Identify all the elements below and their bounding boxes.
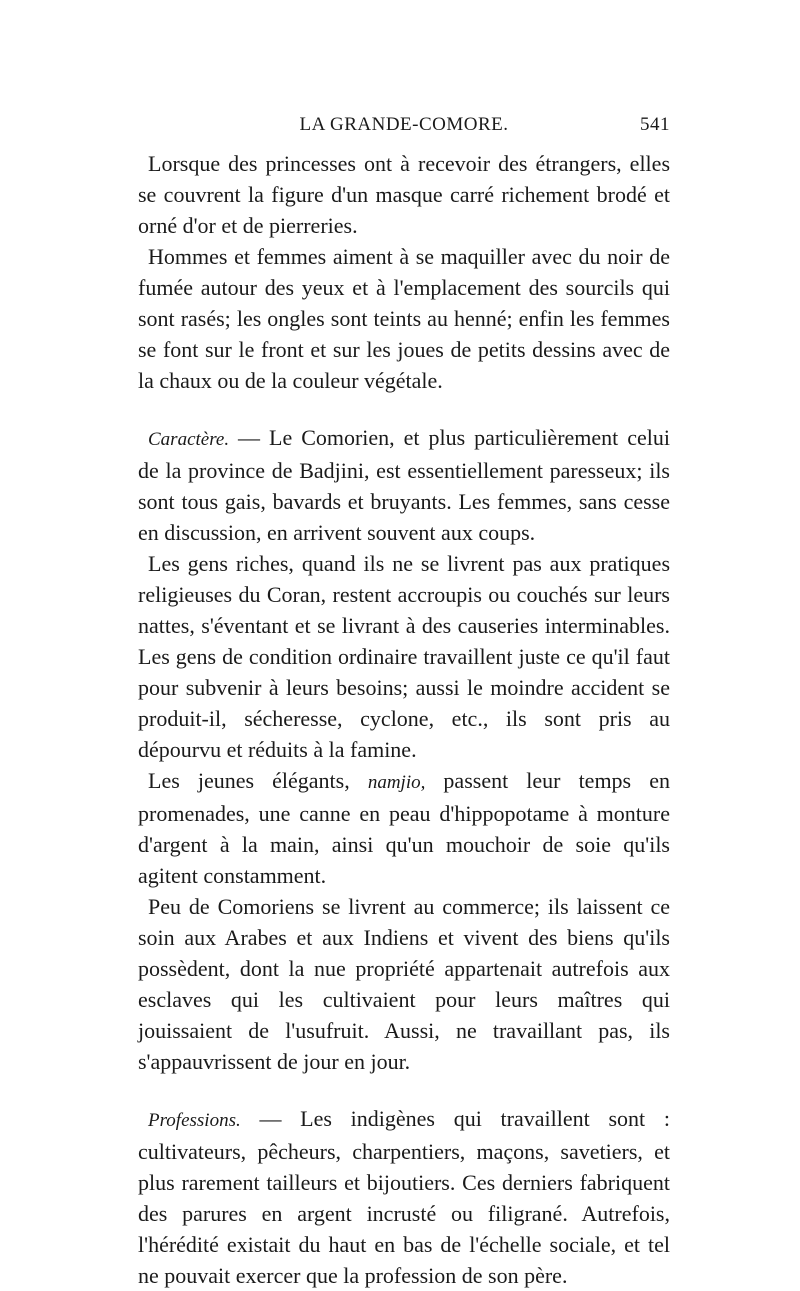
term-namjio: namjio,: [367, 772, 426, 793]
paragraph-lead: Les jeunes élégants,: [148, 768, 368, 793]
paragraph-text: Lorsque des princesses ont à recevoir des étrangers, elles se couvrent la figure d'un masque carré richement brodé et orné d'or et de pierreries.: [138, 151, 670, 238]
paragraph-gens-riches: [138, 548, 670, 765]
section-heading-professions: Professions.: [148, 1110, 241, 1131]
paragraph-jeunes-elegants: [138, 765, 670, 891]
paragraph-professions: [138, 1103, 670, 1291]
paragraph-princesses: [138, 148, 670, 241]
paragraph-text: passent leur temps en promenades, une canne en peau d'hippopotame à monture d'argent à la main, ainsi qu'un mouchoir de soie qu'ils agitent constamment.: [138, 768, 670, 888]
paragraph-text: Hommes et femmes aiment à se maquiller avec du noir de fumée autour des yeux et à l'emplacement des sourcils qui sont rasés; les ongles sont teints au henné; enfin les femmes se font sur le front et sur les joues de petits dessins avec de la chaux ou de la couleur végétale.: [138, 244, 670, 393]
paragraph-commerce: [138, 891, 670, 1077]
running-title: LA GRANDE-COMORE.: [299, 114, 509, 135]
body-text: [138, 148, 670, 1291]
paragraph-text: Les gens riches, quand ils ne se livrent pas aux pratiques religieuses du Coran, restent accroupis ou couchés sur leurs nattes, s'éventant et se livrant à des causeries interminables. Les gens de condition ordinaire travaillent juste ce qu'il faut pour subvenir à leurs besoins; aussi le moindre accident se produit-il, sécheresse, cyclone, etc., ils sont pris au dépourvu et réduits à la famine.: [138, 551, 670, 762]
paragraph-caractere: [138, 422, 670, 548]
section-heading-caractere: Caractère.: [148, 429, 230, 450]
paragraph-maquillage: [138, 241, 670, 396]
paragraph-text: Peu de Comoriens se livrent au commerce; ils laissent ce soin aux Arabes et aux Indiens et vivent des biens qu'ils possèdent, dont la nue propriété appartenait autrefois aux esclaves qui les cultivaient pour leurs maîtres qui jouissaient de l'usufruit. Aussi, ne travaillant pas, ils s'appauvrissent de jour en jour.: [138, 894, 670, 1074]
paragraph-text: — Le Comorien, et plus particulièrement celui de la province de Badjini, est essentiellement paresseux; ils sont tous gais, bavards et bruyants. Les femmes, sans cesse en discussion, en arrivent souvent aux coups.: [138, 425, 670, 545]
page-number: 541: [640, 114, 670, 135]
running-header: [138, 114, 670, 138]
paragraph-text: — Les indigènes qui travaillent sont : cultivateurs, pêcheurs, charpentiers, maçons, savetiers, et plus rarement tailleurs et bijoutiers. Ces derniers fabriquent des parures en argent incrusté ou filigrané. Autrefois, l'hérédité existait du haut en bas de l'échelle sociale, et tel ne pouvait exercer que la profession de son père.: [138, 1106, 670, 1288]
